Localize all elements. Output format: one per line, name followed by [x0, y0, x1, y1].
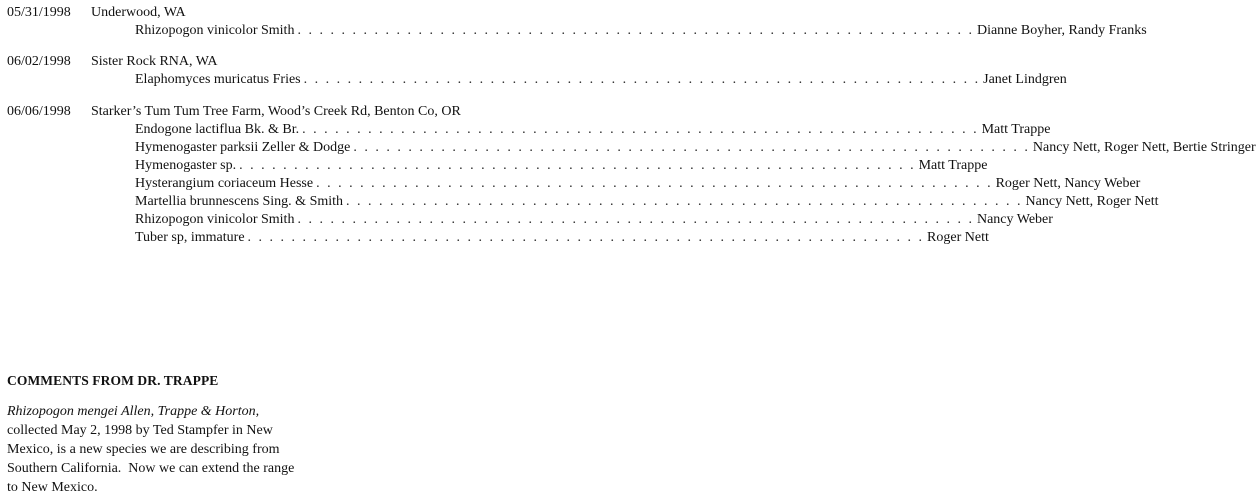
- specimen-collectors: Nancy Nett, Roger Nett, Bertie Stringer: [1032, 140, 1256, 155]
- specimen-name: Elaphomyces muricatus Fries: [135, 72, 301, 87]
- specimen-row: [135, 193, 1159, 211]
- specimen-collectors: Matt Trappe: [981, 122, 1051, 137]
- comment-line: collected May 2, 1998 by Ted Stampfer in New: [7, 423, 273, 438]
- specimen-collectors: Matt Trappe: [918, 158, 988, 173]
- specimen-name: Rhizopogon vinicolor Smith: [135, 212, 295, 227]
- specimen-row: [135, 175, 1141, 193]
- specimen-collectors: Nancy Weber: [976, 212, 1053, 227]
- specimen-name: Tuber sp, immature: [135, 230, 245, 245]
- specimen-row: [135, 22, 1147, 40]
- specimen-collectors: Janet Lindgren: [983, 72, 1067, 87]
- specimen-name: Hymenogaster parksii Zeller & Dodge: [135, 140, 351, 155]
- specimen-collectors: Dianne Boyher, Randy Franks: [976, 23, 1147, 38]
- dot-leader: . . . . . . . . . . . . . . . . . . . . . . . . . . . . . . . . . . . . . . . . . . . . . . . . . . . . . . . . . . . . . .: [346, 194, 1023, 209]
- specimen-list: [135, 121, 1256, 247]
- record-date: 06/02/1998: [7, 54, 71, 69]
- specimen-collectors: Roger Nett: [927, 230, 989, 245]
- record-location: Underwood, WA: [91, 5, 186, 20]
- comment-line: Mexico, is a new species we are describing from: [7, 442, 280, 457]
- comment-line: to New Mexico.: [7, 480, 98, 495]
- specimen-collectors: Roger Nett, Nancy Weber: [995, 176, 1141, 191]
- specimen-row: [135, 121, 1051, 139]
- specimen-name: Hymenogaster sp.: [135, 158, 237, 173]
- dot-leader: . . . . . . . . . . . . . . . . . . . . . . . . . . . . . . . . . . . . . . . . . . . . . . . . . . . . . . . . . . . . . .: [239, 158, 916, 173]
- specimen-row: [135, 211, 1053, 229]
- record-date: 06/06/1998: [7, 104, 71, 119]
- dot-leader: . . . . . . . . . . . . . . . . . . . . . . . . . . . . . . . . . . . . . . . . . . . . . . . . . . . . . . . . . . . . . .: [247, 230, 925, 245]
- specimen-row: [135, 139, 1256, 157]
- record-date: 05/31/1998: [7, 5, 71, 20]
- record-location: Starker’s Tum Tum Tree Farm, Wood’s Creek Rd, Benton Co, OR: [91, 104, 461, 119]
- specimen-name: Martellia brunnescens Sing. & Smith: [135, 194, 344, 209]
- dot-leader: . . . . . . . . . . . . . . . . . . . . . . . . . . . . . . . . . . . . . . . . . . . . . . . . . . . . . . . . . . . . . .: [353, 140, 1030, 155]
- specimen-name: Rhizopogon vinicolor Smith: [135, 23, 295, 38]
- record-location: Sister Rock RNA, WA: [91, 54, 218, 69]
- dot-leader: . . . . . . . . . . . . . . . . . . . . . . . . . . . . . . . . . . . . . . . . . . . . . . . . . . . . . . . . . . . . . .: [297, 23, 974, 38]
- specimen-row: [135, 229, 989, 247]
- dot-leader: . . . . . . . . . . . . . . . . . . . . . . . . . . . . . . . . . . . . . . . . . . . . . . . . . . . . . . . . . . . . . .: [302, 122, 979, 137]
- specimen-name: Endogone lactiflua Bk. & Br.: [135, 122, 300, 137]
- species-name: Rhizopogon mengei Allen, Trappe & Horton,: [7, 404, 260, 419]
- dot-leader: . . . . . . . . . . . . . . . . . . . . . . . . . . . . . . . . . . . . . . . . . . . . . . . . . . . . . . . . . . . . . .: [303, 72, 981, 87]
- specimen-list: [135, 22, 1147, 40]
- comment-line: Southern California. Now we can extend the range: [7, 461, 295, 476]
- specimen-row: [135, 71, 1067, 89]
- specimen-collectors: Nancy Nett, Roger Nett: [1025, 194, 1159, 209]
- specimen-row: [135, 157, 988, 175]
- comment-lead-line: [7, 402, 327, 421]
- specimen-name: Hysterangium coriaceum Hesse: [135, 176, 314, 191]
- dot-leader: . . . . . . . . . . . . . . . . . . . . . . . . . . . . . . . . . . . . . . . . . . . . . . . . . . . . . . . . . . . . . .: [316, 176, 993, 191]
- dot-leader: . . . . . . . . . . . . . . . . . . . . . . . . . . . . . . . . . . . . . . . . . . . . . . . . . . . . . . . . . . . . . .: [297, 212, 974, 227]
- specimen-list: [135, 71, 1067, 89]
- comments-heading: COMMENTS FROM DR. TRAPPE: [7, 373, 219, 388]
- comment-paragraph: [7, 402, 327, 497]
